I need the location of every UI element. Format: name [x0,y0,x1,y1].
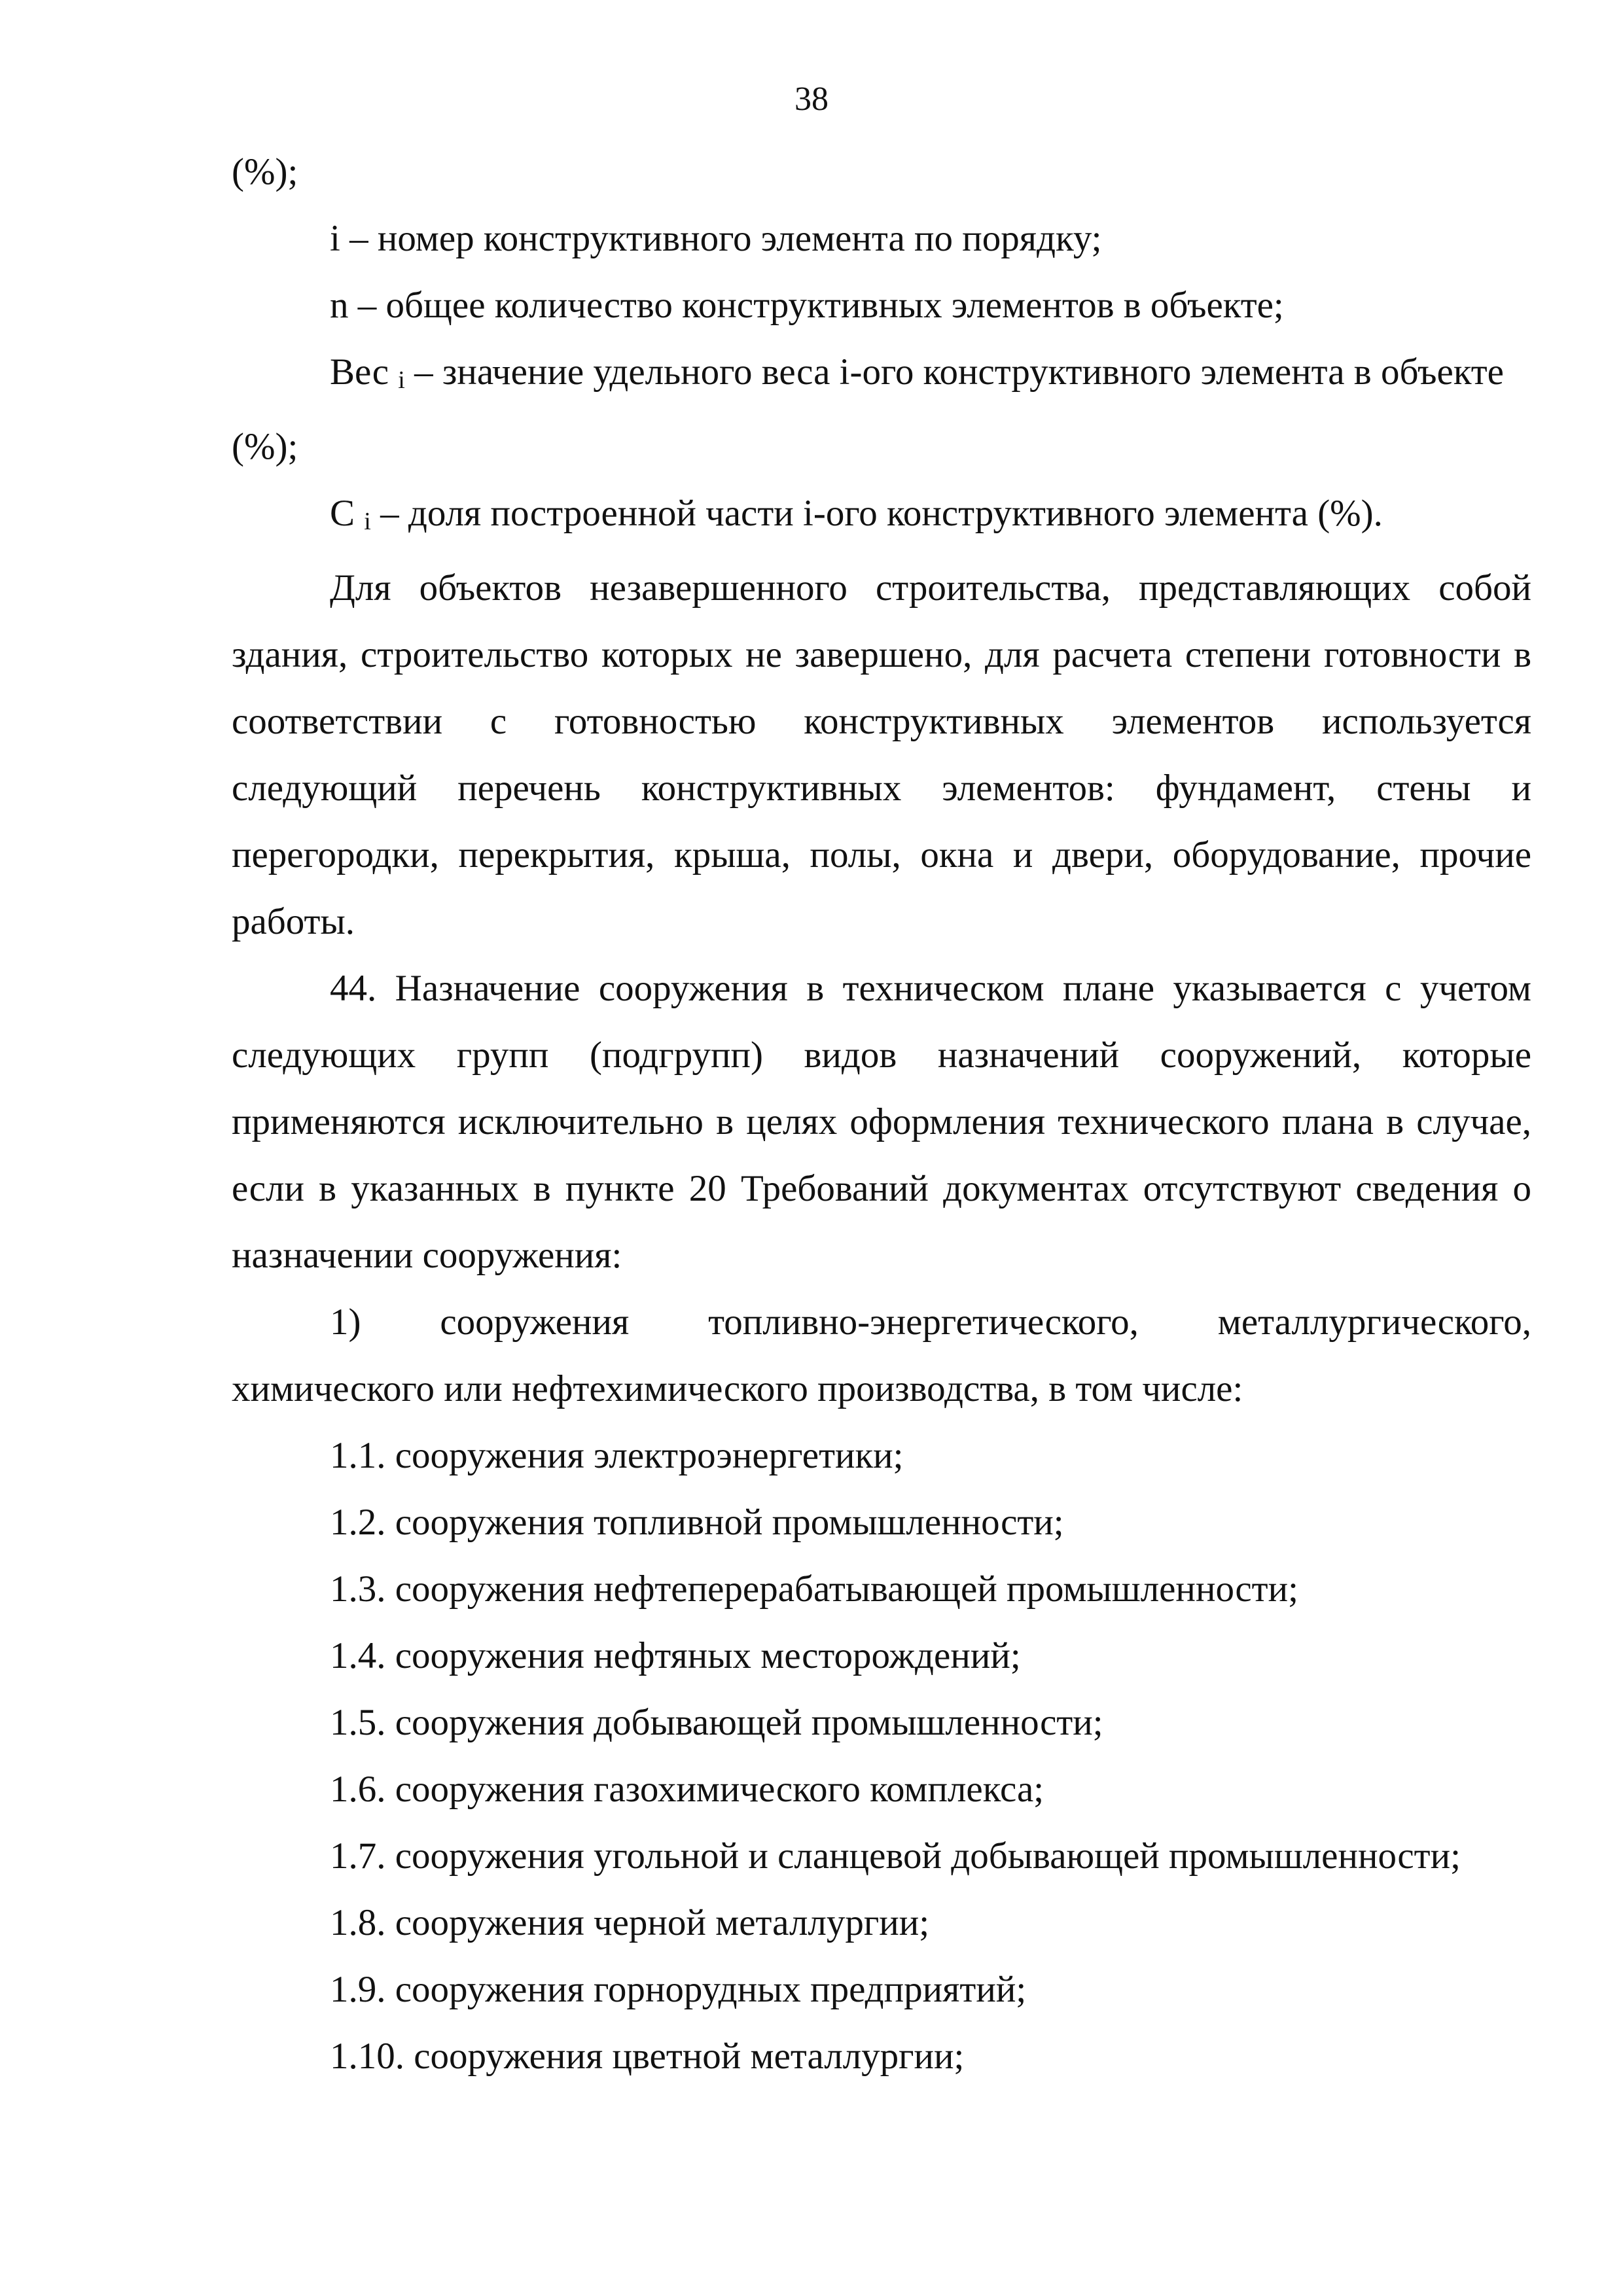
sub-item: 1.8. сооружения черной металлургии; [330,1902,930,1943]
page-content [232,139,1531,2090]
c-label: С [330,493,355,534]
paragraph-44: 44. Назначение сооружения в техническом плане указывается с учетом следующих групп (подгрупп) видов назначений сооружений, которые применяются исключительно в целях оформления технического плана в случае, если в указанных в пункте 20 Требований документах отсутствуют сведения о назначении сооружения: [232,968,1531,1276]
sub-item: 1.3. сооружения нефтеперерабатывающей промышленности; [330,1568,1298,1610]
ves-subscript: i [398,366,405,394]
sub-item: 1.9. сооружения горнорудных предприятий; [330,1969,1027,2010]
definition-c [232,480,1531,555]
ves-label: Вес [330,351,389,393]
sub-item: 1.1. сооружения электроэнергетики; [330,1435,904,1476]
percent-continuation: (%); [232,151,298,192]
sub-item: 1.5. сооружения добывающей промышленности; [330,1702,1103,1743]
definition-ves [232,339,1531,414]
sub-item: 1.6. сооружения газохимического комплекса; [330,1769,1044,1810]
sub-item: 1.10. сооружения цветной металлургии; [330,2036,965,2077]
paragraph-unfinished-objects: Для объектов незавершенного строительства, представляющих собой здания, строительство которых не завершено, для расчета степени готовности в соответствии с готовностью конструктивных элементов используется следующий перечень конструктивных элементов: фундамент, стены и перегородки, перекрытия, крыша, полы, окна и двери, оборудование, прочие работы. [232,567,1531,942]
ves-text: – значение удельного веса i-ого конструктивного элемента в объекте [414,351,1504,393]
definition-n: n – общее количество конструктивных элементов в объекте; [330,285,1284,326]
sub-item: 1.2. сооружения топливной промышленности; [330,1502,1064,1543]
percent-continuation-2: (%); [232,426,298,467]
c-text: – доля построенной части i-ого конструктивного элемента (%). [380,493,1383,534]
definition-i: i – номер конструктивного элемента по порядку; [330,218,1102,259]
c-subscript: i [364,508,371,535]
sub-item: 1.7. сооружения угольной и сланцевой добывающей промышленности; [330,1835,1461,1877]
list-item-1: 1) сооружения топливно-энергетического, металлургического, химического или нефтехимического производства, в том числе: [232,1301,1531,1409]
sub-item: 1.4. сооружения нефтяных месторождений; [330,1635,1021,1676]
page-number: 38 [794,80,829,118]
